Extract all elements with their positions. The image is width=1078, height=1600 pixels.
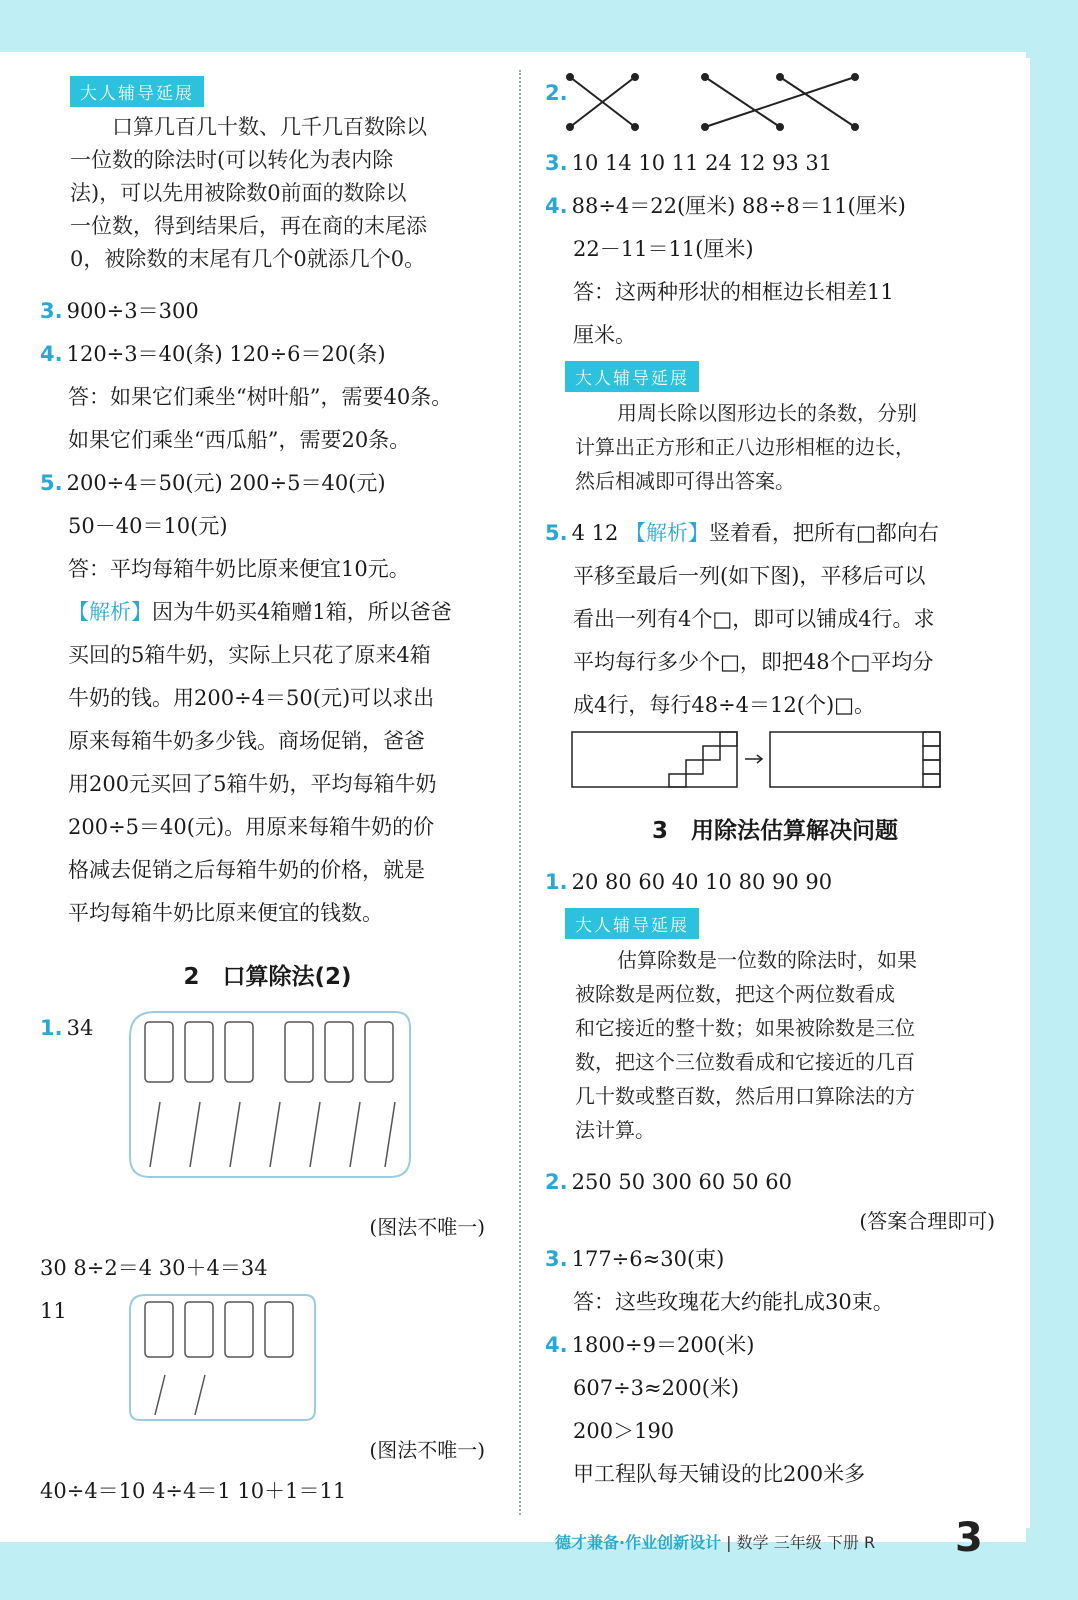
right-border xyxy=(1026,0,1078,1600)
calc-line: 50－40＝10(元) xyxy=(68,514,228,538)
note-line: 口算几百几十数、几千几百数除以 xyxy=(112,115,427,139)
answer-line: 甲工程队每天铺设的比200米多 xyxy=(573,1462,866,1486)
right-column xyxy=(545,72,1005,1496)
question-1: 1. 20 80 60 40 10 80 90 90 xyxy=(545,870,833,894)
note-line: 一位数，得到结果后，再在商的末尾添 xyxy=(70,214,427,238)
tutor-note-3 xyxy=(545,904,1005,1147)
calc-line: 30 8÷2＝4 30＋4＝34 xyxy=(40,1256,268,1280)
analysis-line: 平移至最后一列(如下图)，平移后可以 xyxy=(573,564,926,588)
footer-edition: R xyxy=(863,1533,876,1552)
shift-diagram xyxy=(570,727,970,797)
analysis-line: 平均每行多少个□，即把48个□平均分 xyxy=(573,650,934,674)
note-line: 用周长除以图形边长的条数，分别 xyxy=(617,401,917,425)
footer-subject: 数学 xyxy=(736,1533,769,1552)
answer-line: 如果它们乘坐“西瓜船”，需要20条。 xyxy=(68,428,411,452)
column-divider xyxy=(519,70,521,1515)
answer-value: 34 xyxy=(66,1016,94,1040)
note-tag: 大人辅导延展 xyxy=(70,76,204,107)
calc-line: 200＞190 xyxy=(573,1419,675,1443)
analysis-line: 平均每箱牛奶比原来便宜的钱数。 xyxy=(68,901,383,925)
note-line: 0，被除数的末尾有几个0就添几个0。 xyxy=(70,247,426,271)
note-line: 估算除数是一位数的除法时，如果 xyxy=(617,948,917,972)
question-1-figure-b xyxy=(40,1290,495,1430)
left-column xyxy=(40,72,495,1513)
figure-note: (图法不唯一) xyxy=(369,1438,485,1462)
answer-line: 答：这些玫瑰花大约能扎成30束。 xyxy=(573,1290,894,1314)
note-line: 数，把这个三位数看成和它接近的几百 xyxy=(575,1050,915,1074)
section-title-3: 3 用除法估算解决问题 xyxy=(651,818,898,844)
tutor-note-1 xyxy=(40,72,495,276)
question-1-figure-a: 1. 34 xyxy=(40,1007,495,1207)
question-3: 3. 10 14 10 11 24 12 93 31 xyxy=(545,151,833,175)
answer-line: 答：如果它们乘坐“树叶船”，需要40条。 xyxy=(68,385,453,409)
question-4: 4. 1800÷9＝200(米) xyxy=(545,1333,755,1357)
calc-line: 607÷3≈200(米) xyxy=(573,1376,740,1400)
page-number: 3 xyxy=(955,1515,983,1561)
bottom-border xyxy=(0,1542,1078,1600)
answer-value: 11 xyxy=(40,1299,67,1323)
note-line: 然后相减即可得出答案。 xyxy=(575,469,795,493)
answer-note: (答案合理即可) xyxy=(859,1209,995,1233)
question-2: 2. 250 50 300 60 50 60 xyxy=(545,1170,793,1194)
analysis: 【解析】因为牛奶买4箱赠1箱，所以爸爸 xyxy=(68,600,452,624)
analysis-line: 用200元买回了5箱牛奶，平均每箱牛奶 xyxy=(68,772,437,796)
note-line: 一位数的除法时(可以转化为表内除 xyxy=(70,148,394,172)
analysis-line: 格减去促销之后每箱牛奶的价格，就是 xyxy=(68,858,425,882)
analysis-tag: 【解析】 xyxy=(625,521,710,545)
footer-grade: 三年级 xyxy=(773,1533,822,1552)
note-tag: 大人辅导延展 xyxy=(565,361,699,392)
note-tag: 大人辅导延展 xyxy=(565,908,699,939)
footer: 德才兼备·作业创新设计 | 数学 三年级 下册 R xyxy=(555,1533,876,1552)
sticks-bundle-figure-b xyxy=(120,1290,320,1425)
question-3: 3. 900÷3＝300 xyxy=(40,299,199,323)
sticks-bundle-figure-a xyxy=(120,1007,420,1187)
note-line: 几十数或整百数，然后用口算除法的方 xyxy=(575,1084,915,1108)
analysis-line: 看出一列有4个□，即可以铺成4行。求 xyxy=(573,607,935,631)
note-line: 计算出正方形和正八边形相框的边长， xyxy=(575,435,915,459)
note-line: 法)，可以先用被除数0前面的数除以 xyxy=(70,181,407,205)
analysis-line: 200÷5＝40(元)。用原来每箱牛奶的价 xyxy=(68,815,435,839)
note-line: 法计算。 xyxy=(575,1118,655,1142)
answer-line: 厘米。 xyxy=(573,323,636,347)
question-4: 4. 120÷3＝40(条) 120÷6＝20(条) xyxy=(40,342,386,366)
question-2-matching: 2. xyxy=(545,72,1005,142)
answer-line: 答：这两种形状的相框边长相差11 xyxy=(573,280,894,304)
top-border xyxy=(0,0,1078,52)
analysis-line: 成4行，每行48÷4＝12(个)□。 xyxy=(573,693,875,717)
calc-line: 22－11＝11(厘米) xyxy=(573,237,754,261)
note-line: 和它接近的整十数；如果被除数是三位 xyxy=(575,1016,915,1040)
section-title-2: 2 口算除法(2) xyxy=(183,964,352,990)
question-5: 5. 200÷4＝50(元) 200÷5＝40(元) xyxy=(40,471,386,495)
analysis-line: 原来每箱牛奶多少钱。商场促销，爸爸 xyxy=(68,729,425,753)
footer-brand: 德才兼备·作业创新设计 xyxy=(555,1533,722,1552)
answer-line: 答：平均每箱牛奶比原来便宜10元。 xyxy=(68,557,410,581)
question-5: 5. 4 12 【解析】竖着看，把所有□都向右 xyxy=(545,521,939,545)
analysis-line: 买回的5箱牛奶，实际上只花了原来4箱 xyxy=(68,643,431,667)
analysis-line: 牛奶的钱。用200÷4＝50(元)可以求出 xyxy=(68,686,435,710)
question-3: 3. 177÷6≈30(束) xyxy=(545,1247,725,1271)
calc-line: 40÷4＝10 4÷4＝1 10＋1＝11 xyxy=(40,1479,347,1503)
note-line: 被除数是两位数，把这个两位数看成 xyxy=(575,982,895,1006)
matching-lines-figure xyxy=(565,72,925,142)
question-4: 4. 88÷4＝22(厘米) 88÷8＝11(厘米) xyxy=(545,194,906,218)
analysis-tag: 【解析】 xyxy=(68,600,152,624)
figure-note: (图法不唯一) xyxy=(369,1215,485,1239)
footer-volume: 下册 xyxy=(826,1533,859,1552)
tutor-note-2 xyxy=(545,357,1005,498)
